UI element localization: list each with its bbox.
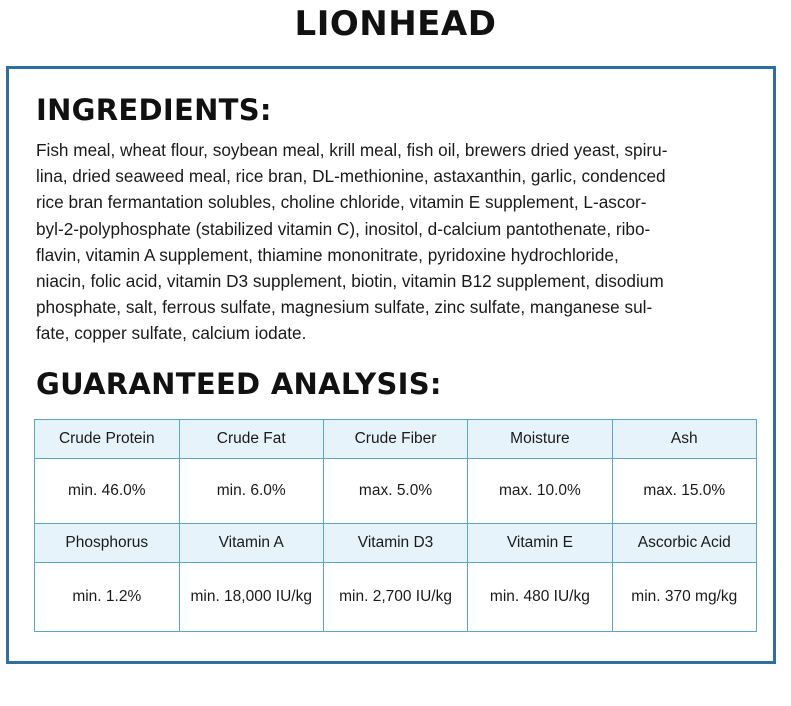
- analysis-label-row: [35, 420, 757, 459]
- analysis-label: Crude Fiber: [323, 420, 467, 459]
- ingredients-text: [36, 137, 766, 347]
- analysis-value: min. 480 IU/kg: [468, 563, 612, 632]
- analysis-value: min. 46.0%: [35, 459, 180, 524]
- analysis-table: [34, 419, 757, 632]
- analysis-value: min. 6.0%: [179, 459, 323, 524]
- info-panel: [6, 66, 776, 664]
- analysis-label: Ascorbic Acid: [612, 524, 756, 563]
- ingredients-line: lina, dried seaweed meal, rice bran, DL-methionine, astaxanthin, garlic, condenced: [36, 166, 666, 187]
- ingredients-line: byl-2-polyphosphate (stabilized vitamin C), inositol, d-calcium pantothenate, ribo-: [36, 218, 651, 239]
- analysis-value: max. 5.0%: [323, 459, 467, 524]
- analysis-label: Vitamin E: [468, 524, 612, 563]
- analysis-value: min. 18,000 IU/kg: [179, 563, 323, 632]
- analysis-label: Vitamin D3: [323, 524, 467, 563]
- analysis-label: Crude Fat: [179, 420, 323, 459]
- analysis-heading: GUARANTEED ANALYSIS:: [36, 367, 442, 401]
- product-title: LIONHEAD: [294, 4, 497, 44]
- ingredients-line: Fish meal, wheat flour, soybean meal, krill meal, fish oil, brewers dried yeast, spiru-: [36, 140, 668, 160]
- analysis-label: Moisture: [468, 420, 612, 459]
- analysis-value: max. 15.0%: [612, 459, 756, 524]
- analysis-value: min. 1.2%: [35, 563, 180, 632]
- analysis-value-row: [35, 563, 757, 632]
- analysis-value: min. 2,700 IU/kg: [323, 563, 467, 632]
- ingredients-line: fate, copper sulfate, calcium iodate.: [36, 323, 307, 344]
- ingredients-line: phosphate, salt, ferrous sulfate, magnesium sulfate, zinc sulfate, manganese sul-: [36, 297, 653, 318]
- ingredients-line: niacin, folic acid, vitamin D3 supplement, biotin, vitamin B12 supplement, disodium: [36, 271, 664, 292]
- analysis-label: Ash: [612, 420, 756, 459]
- analysis-value: max. 10.0%: [468, 459, 612, 524]
- ingredients-line: flavin, vitamin A supplement, thiamine mononitrate, pyridoxine hydrochloride,: [36, 244, 619, 265]
- analysis-label-row: [35, 524, 757, 563]
- analysis-value-row: [35, 459, 757, 524]
- ingredients-line: rice bran fermantation solubles, choline chloride, vitamin E supplement, L-ascor-: [36, 192, 647, 213]
- analysis-value: min. 370 mg/kg: [612, 563, 756, 632]
- analysis-label: Phosphorus: [35, 524, 180, 563]
- analysis-label: Vitamin A: [179, 524, 323, 563]
- ingredients-heading: INGREDIENTS:: [36, 93, 272, 127]
- analysis-label: Crude Protein: [35, 420, 180, 459]
